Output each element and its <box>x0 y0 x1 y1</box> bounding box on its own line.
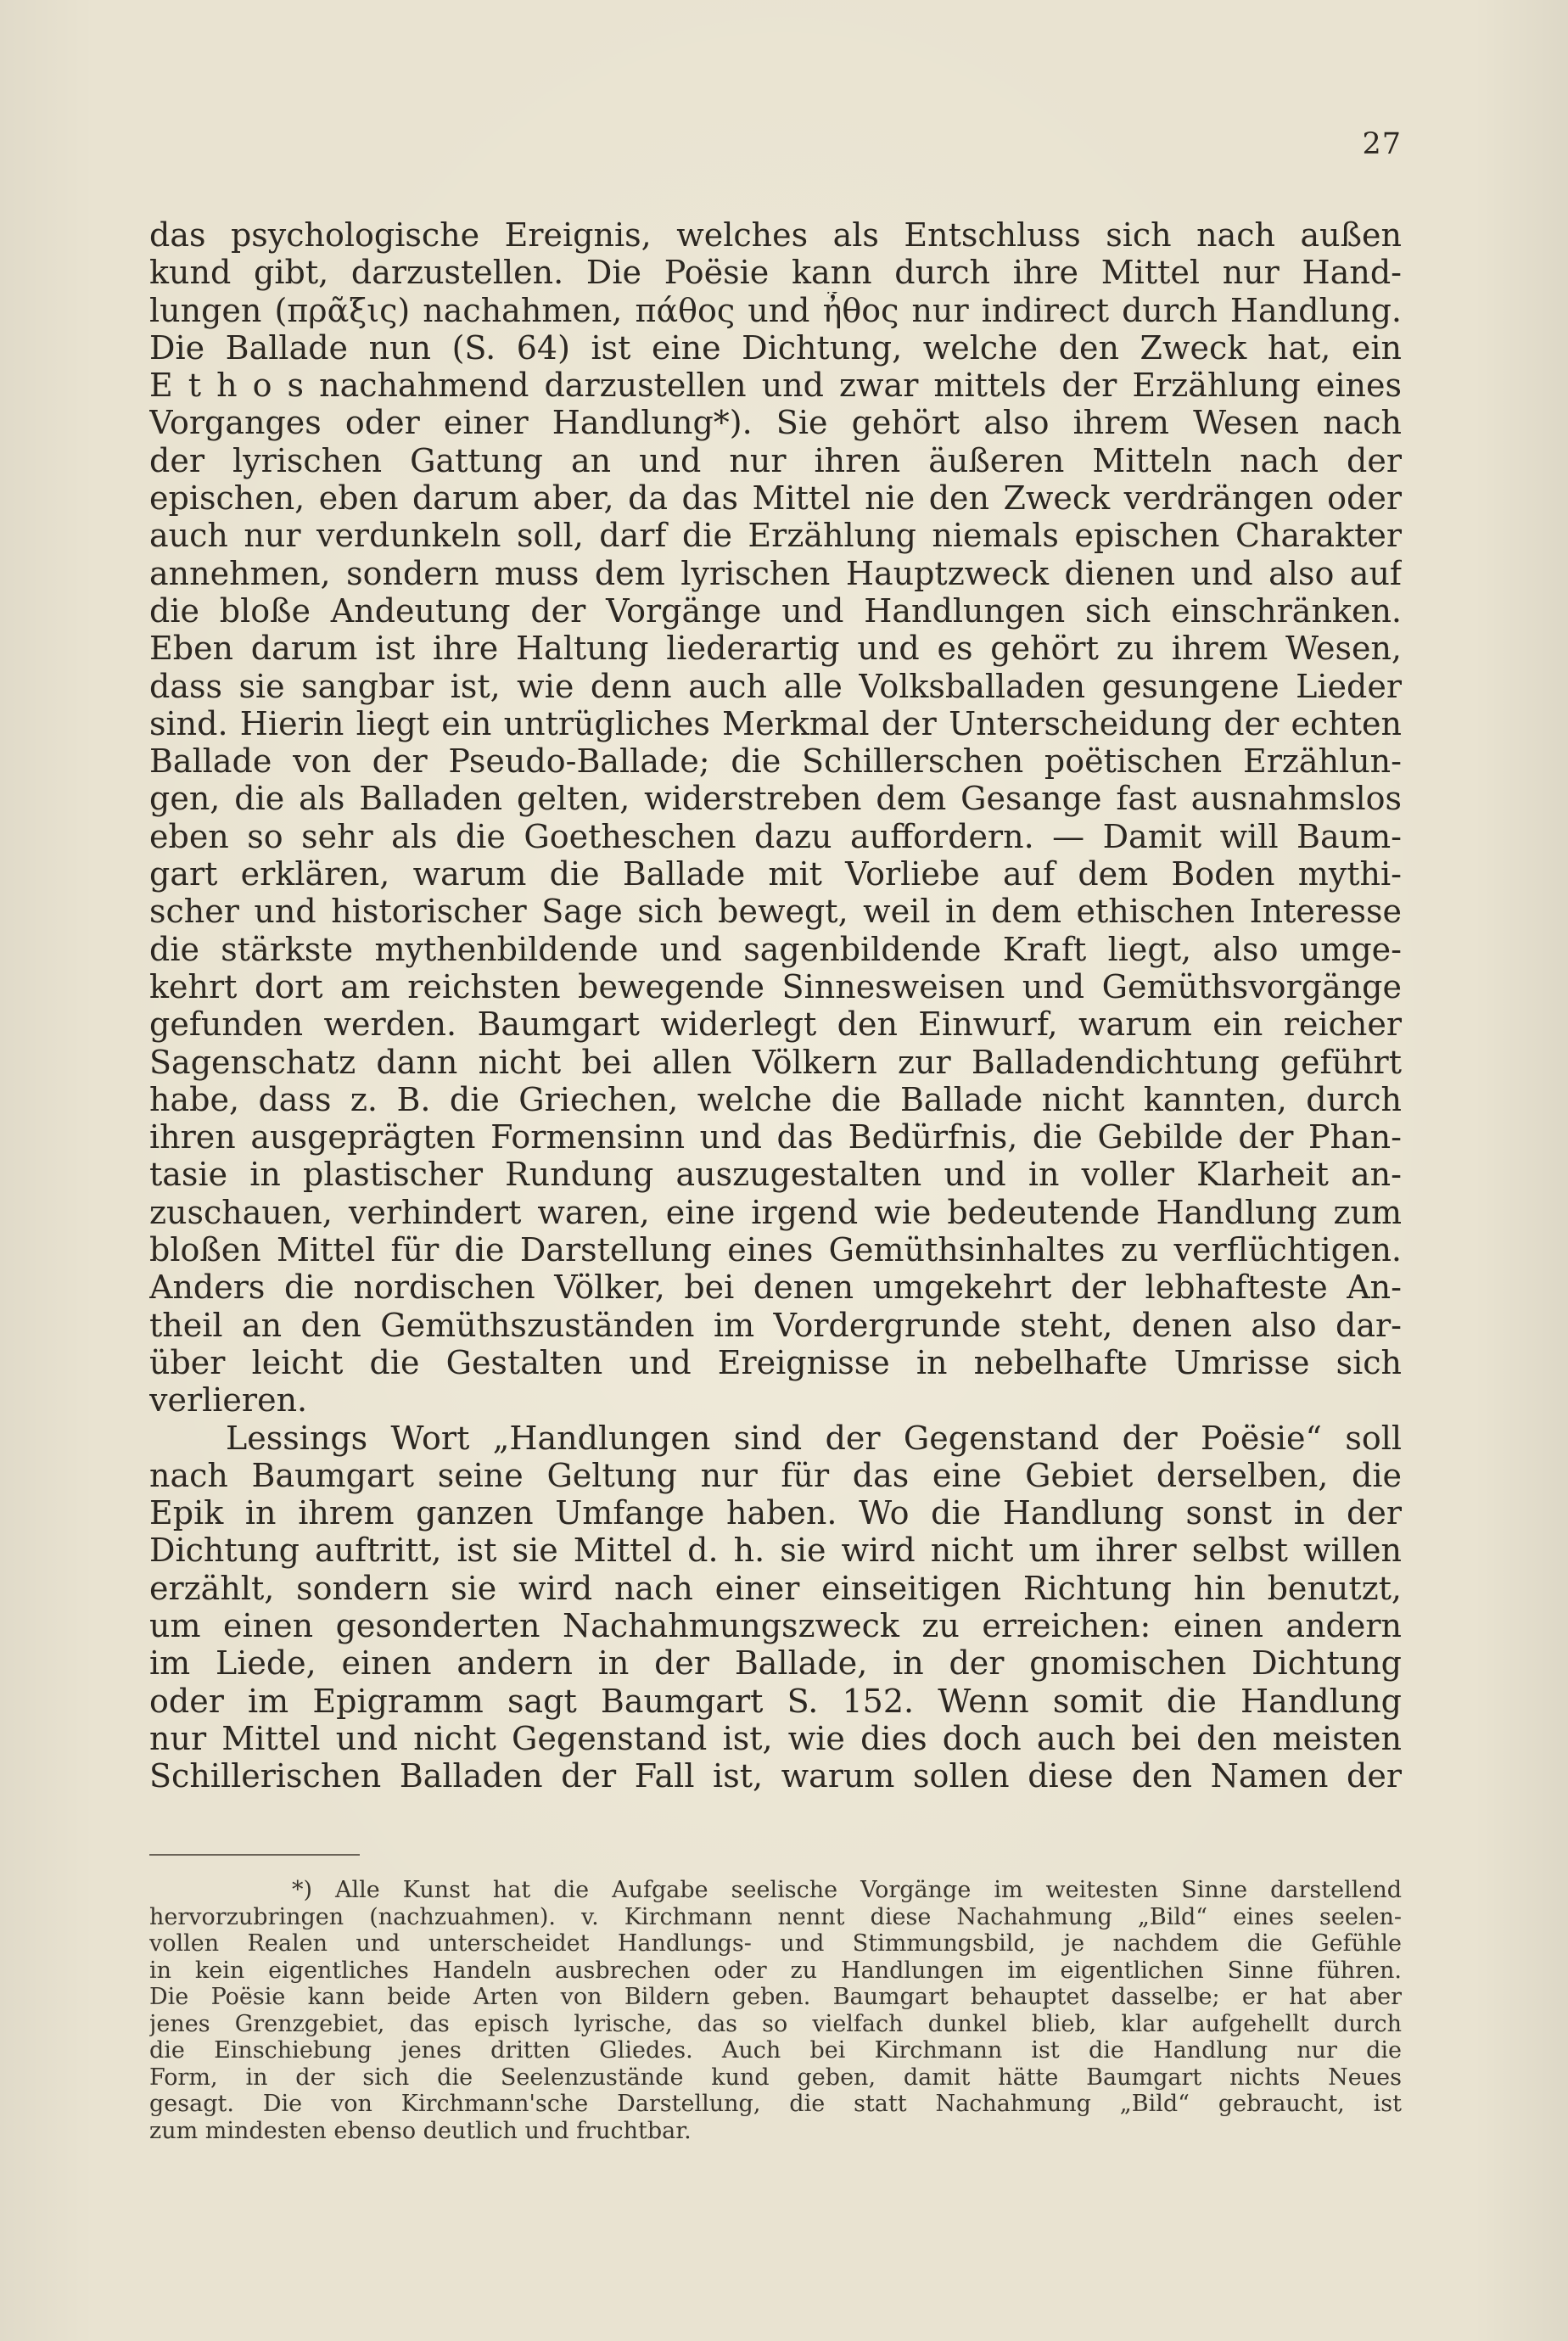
text-line: sind. Hierin liegt ein untrügliches Merkmal der Unterscheidung der echten <box>149 704 1402 742</box>
text-line: die stärkste mythenbildende und sagenbildende Kraft liegt, also umge- <box>149 930 1402 968</box>
text-line: über leicht die Gestalten und Ereignisse in nebelhafte Umrisse sich <box>149 1343 1402 1381</box>
text-line: dass sie sangbar ist, wie denn auch alle Volksballaden gesungene Lieder <box>149 667 1402 705</box>
text-line: gefunden werden. Baumgart widerlegt den Einwurf, warum ein reicher <box>149 1005 1402 1044</box>
text-line: die bloße Andeutung der Vorgänge und Handlungen sich einschränken. <box>149 591 1402 630</box>
footnote-divider <box>149 1854 360 1856</box>
footnote-line: Form, in der sich die Seelenzustände kund geben, damit hätte Baumgart nichts Neues <box>149 2064 1402 2091</box>
text-line: oder im Epigramm sagt Baumgart S. 152. Wenn somit die Handlung <box>149 1682 1402 1720</box>
text-line: scher und historischer Sage sich bewegt, weil in dem ethischen Interesse <box>149 893 1402 931</box>
text-line: tasie in plastischer Rundung auszugestalten und in voller Klarheit an- <box>149 1156 1402 1194</box>
text-line: gen, die als Balladen gelten, widerstreben dem Gesange fast ausnahmslos <box>149 780 1402 818</box>
footnote-line: jenes Grenzgebiet, das episch lyrische, das so vielfach dunkel blieb, klar aufgehellt durch <box>149 2010 1402 2037</box>
footnote-line: zum mindesten ebenso deutlich und fruchtbar. <box>149 2117 692 2144</box>
text-line: epischen, eben darum aber, da das Mittel nie den Zweck verdrängen oder <box>149 479 1402 518</box>
text-line: annehmen, sondern muss dem lyrischen Hauptzweck dienen und also auf <box>149 554 1402 592</box>
text-line: E t h o s nachahmend darzustellen und zwar mittels der Erzählung eines <box>149 367 1402 405</box>
footnote-line: *) Alle Kunst hat die Aufgabe seelische Vorgänge im weitesten Sinne darstellend <box>292 1877 1402 1903</box>
text-line: erzählt, sondern sie wird nach einer einseitigen Richtung hin benutzt, <box>149 1569 1402 1607</box>
text-line: kund gibt, darzustellen. Die Poësie kann durch ihre Mittel nur Hand- <box>149 254 1402 292</box>
text-line: das psychologische Ereignis, welches als Entschluss sich nach außen <box>149 216 1402 254</box>
text-line: nach Baumgart seine Geltung nur für das eine Gebiet derselben, die <box>149 1456 1402 1494</box>
footnote-line: in kein eigentliches Handeln ausbrechen oder zu Handlungen im eigentlichen Sinne führen. <box>149 1957 1402 1984</box>
footnote-line: hervorzubringen (nachzuahmen). v. Kirchmann nennt diese Nachahmung „Bild“ eines seelen- <box>149 1903 1402 1930</box>
text-line: zuschauen, verhindert waren, eine irgend wie bedeutende Handlung zum <box>149 1193 1402 1231</box>
text-line: im Liede, einen andern in der Ballade, in der gnomischen Dichtung <box>149 1644 1402 1683</box>
footnote-line: vollen Realen und unterscheidet Handlungs- und Stimmungsbild, je nachdem die Gefühle <box>149 1930 1402 1957</box>
main-text-block <box>149 216 1402 1795</box>
text-line: eben so sehr als die Goetheschen dazu auffordern. — Damit will Baum- <box>149 817 1402 855</box>
text-line: Anders die nordischen Völker, bei denen umgekehrt der lebhafteste An- <box>149 1269 1402 1307</box>
text-line: Dichtung auftritt, ist sie Mittel d. h. sie wird nicht um ihrer selbst willen <box>149 1532 1402 1570</box>
text-line: auch nur verdunkeln soll, darf die Erzählung niemals epischen Charakter <box>149 517 1402 555</box>
text-line: habe, dass z. B. die Griechen, welche die Ballade nicht kannten, durch <box>149 1080 1402 1118</box>
text-line: um einen gesonderten Nachahmungszweck zu erreichen: einen andern <box>149 1606 1402 1644</box>
text-line: ihren ausgeprägten Formensinn und das Bedürfnis, die Gebilde der Phan- <box>149 1118 1402 1156</box>
paragraph-end-line: verlieren. <box>149 1381 308 1420</box>
text-line: Die Ballade nun (S. 64) ist eine Dichtung, welche den Zweck hat, ein <box>149 328 1402 367</box>
footnote-block <box>149 1877 1402 2144</box>
text-line: Ballade von der Pseudo-Ballade; die Schillerschen poëtischen Erzählun- <box>149 742 1402 781</box>
footnote-line: Die Poësie kann beide Arten von Bildern geben. Baumgart behauptet dasselbe; er hat aber <box>149 1984 1402 2010</box>
footnote-line: gesagt. Die von Kirchmann'sche Darstellung, die statt Nachahmung „Bild“ gebraucht, ist <box>149 2091 1402 2117</box>
text-line: Vorganges oder einer Handlung*). Sie gehört also ihrem Wesen nach <box>149 404 1402 442</box>
text-line: lungen (πρᾶξις) nachahmen, πάθος und ἦθος nur indirect durch Handlung. <box>149 291 1402 329</box>
text-line: Schillerischen Balladen der Fall ist, warum sollen diese den Namen der <box>149 1757 1402 1795</box>
page-number: 27 <box>1362 127 1402 161</box>
paragraph-start-line: Lessings Wort „Handlungen sind der Gegenstand der Poësie“ soll <box>226 1419 1402 1457</box>
text-line: der lyrischen Gattung an und nur ihren äußeren Mitteln nach der <box>149 441 1402 479</box>
text-line: Sagenschatz dann nicht bei allen Völkern zur Balladendichtung geführt <box>149 1043 1402 1081</box>
text-line: nur Mittel und nicht Gegenstand ist, wie dies doch auch bei den meisten <box>149 1719 1402 1757</box>
text-line: Epik in ihrem ganzen Umfange haben. Wo die Handlung sonst in der <box>149 1494 1402 1532</box>
text-line: theil an den Gemüthszuständen im Vordergrunde steht, denen also dar- <box>149 1306 1402 1344</box>
text-line: bloßen Mittel für die Darstellung eines Gemüthsinhaltes zu verflüchtigen. <box>149 1231 1402 1269</box>
text-line: gart erklären, warum die Ballade mit Vorliebe auf dem Boden mythi- <box>149 855 1402 893</box>
text-line: Eben darum ist ihre Haltung liederartig und es gehört zu ihrem Wesen, <box>149 630 1402 668</box>
text-line: kehrt dort am reichsten bewegende Sinnesweisen und Gemüthsvorgänge <box>149 967 1402 1005</box>
footnote-line: die Einschiebung jenes dritten Gliedes. Auch bei Kirchmann ist die Handlung nur die <box>149 2037 1402 2064</box>
